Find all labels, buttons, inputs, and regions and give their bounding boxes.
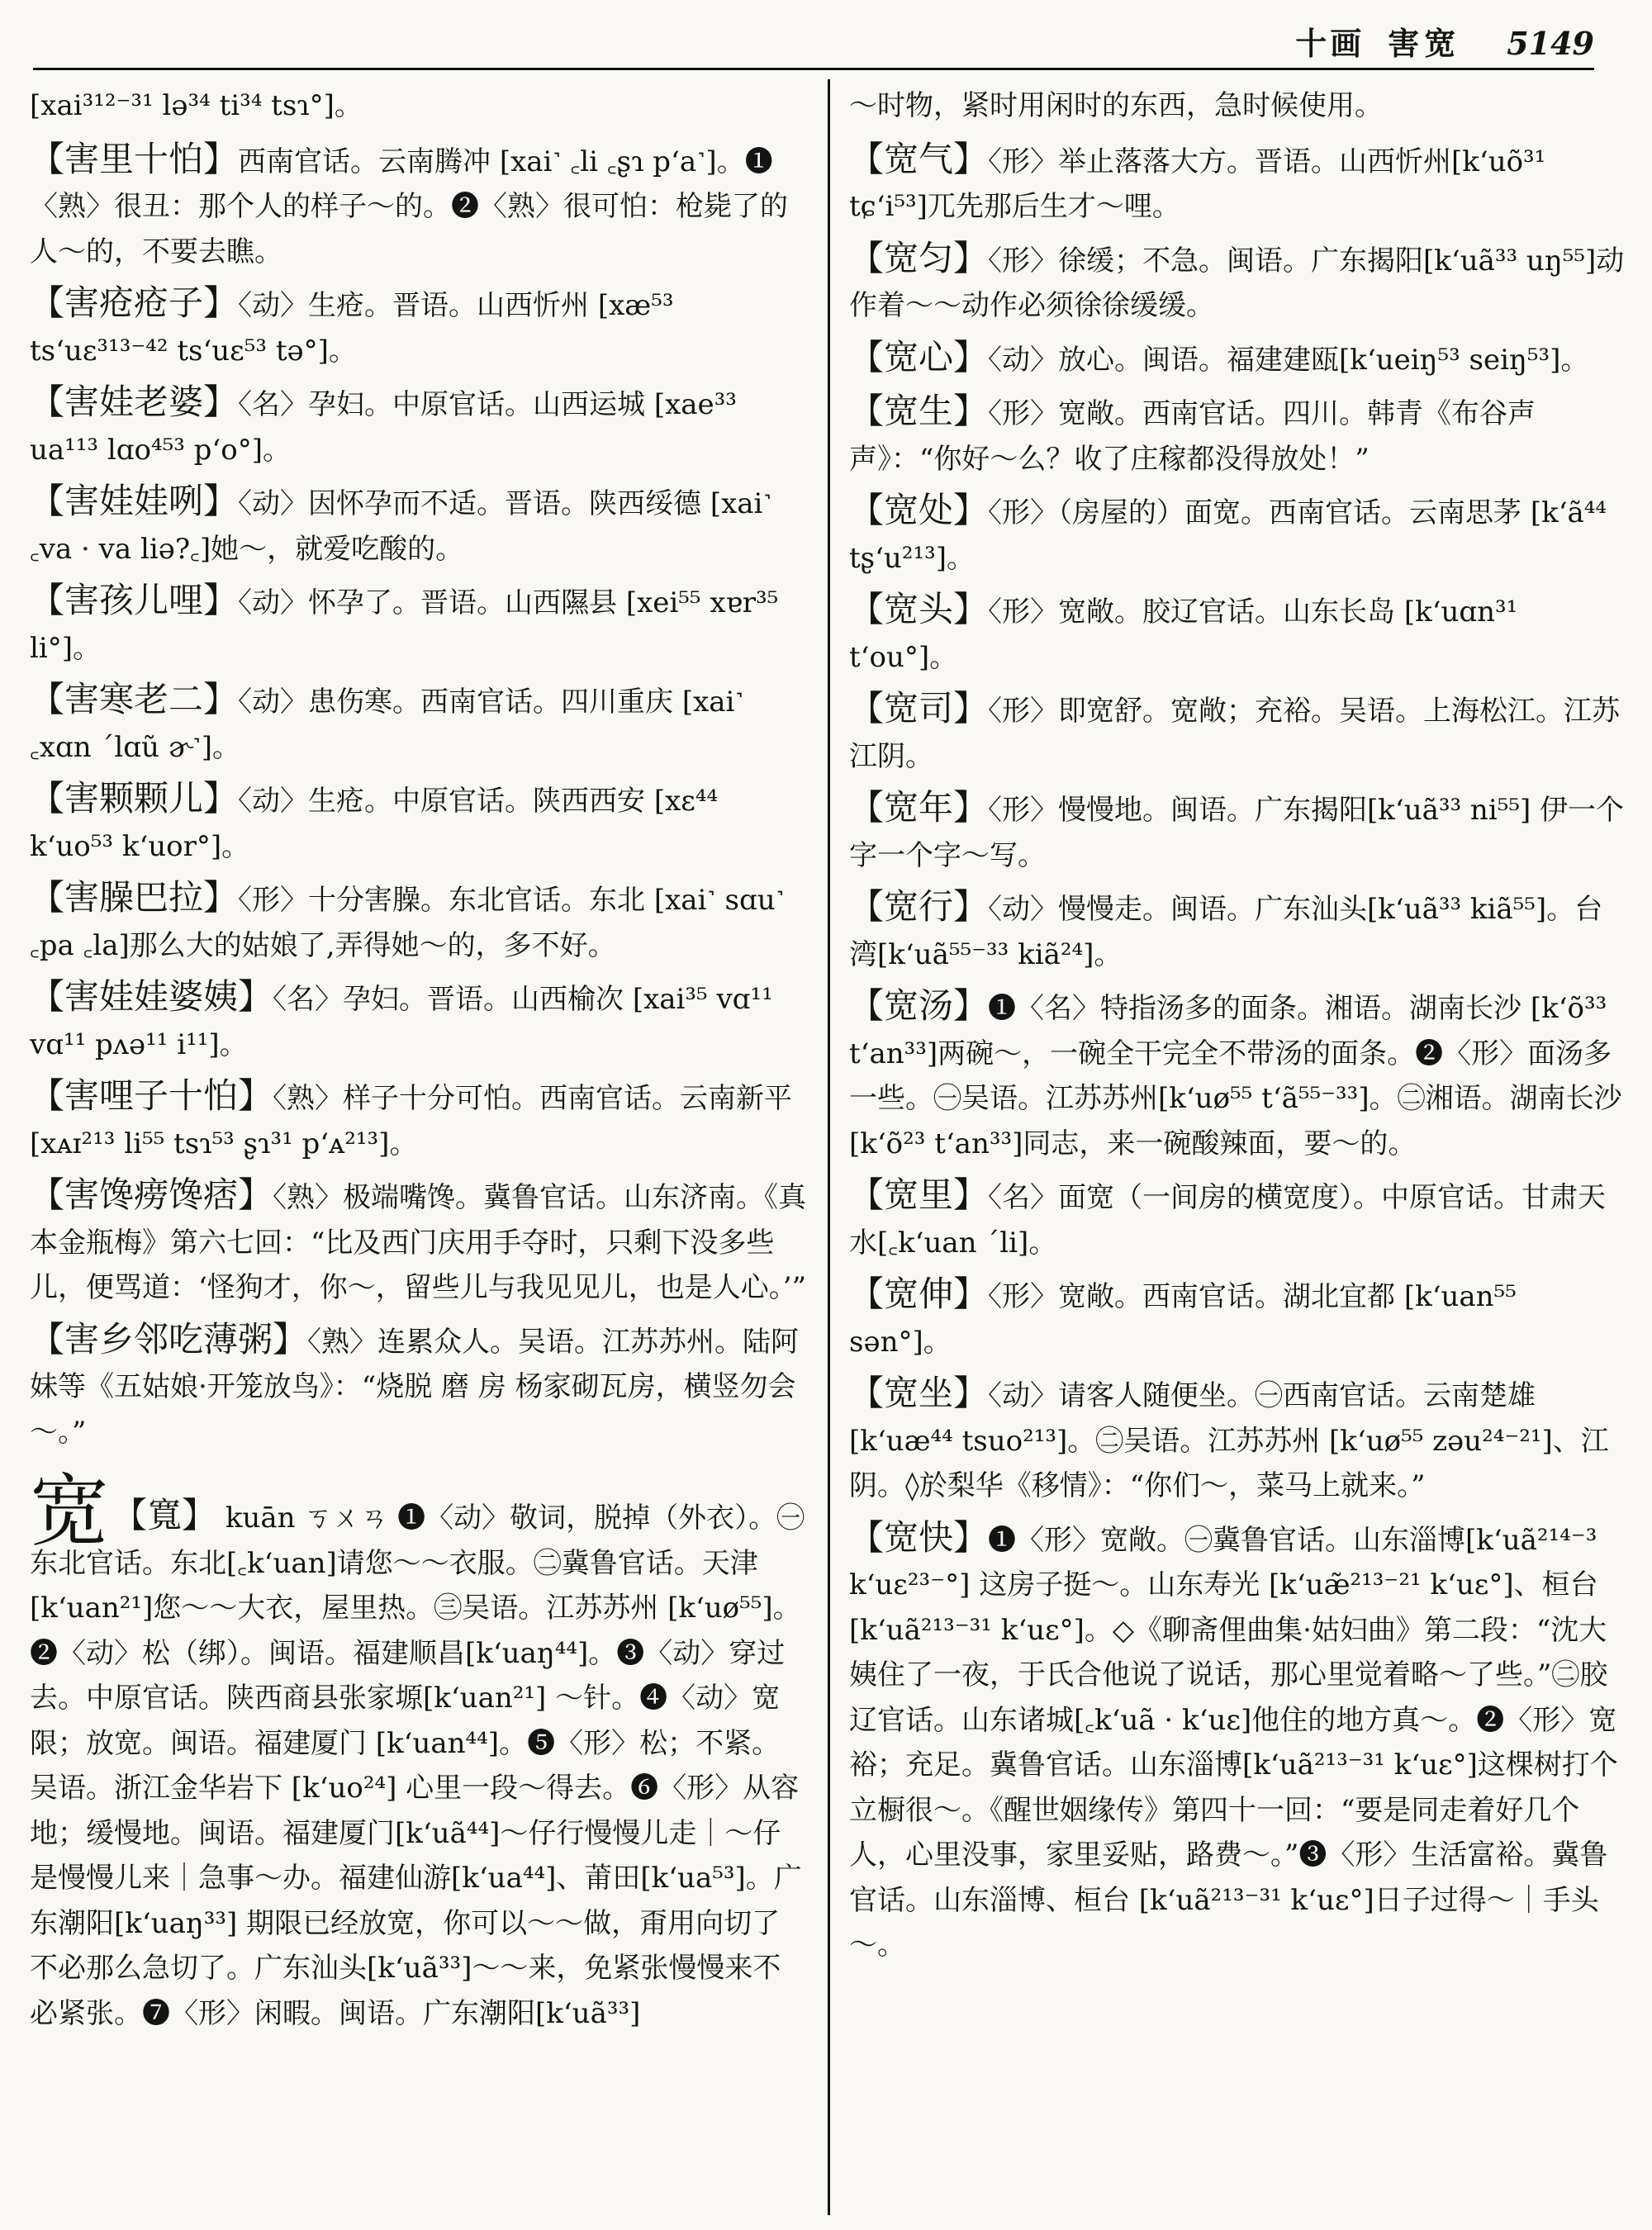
entry <box>849 1173 1626 1265</box>
entry <box>30 137 806 275</box>
entry <box>30 281 806 373</box>
entry <box>849 81 1626 129</box>
entry-text: ❶〈名〉特指汤多的面条。湘语。湖南长沙 [k‘õ³³ t‘an³³]两碗～，一碗全干完全不带汤的面条。❷〈形〉面汤多一些。㊀吴语。江苏苏州[k‘uø⁵⁵ t‘ã⁵⁵⁻³³]。㊁湘语。湖南长沙[k‘õ²³ t‘an³³]同志，来一碗酸辣面，要～的。 <box>849 992 1622 1160</box>
page-number: 5149 <box>1507 25 1594 62</box>
entry-text: [xai³¹²⁻³¹ lə³⁴ ti³⁴ tsɿ°]。 <box>30 89 363 122</box>
entry-text: 〈形〉即宽舒。宽敞；充裕。吴语。上海松江。江苏江阴。 <box>849 695 1621 773</box>
entry <box>849 885 1626 977</box>
entry <box>30 1173 806 1311</box>
entry-text: ❶〈形〉宽敞。㊀冀鲁官话。山东淄博[k‘uã²¹⁴⁻³ k‘uɛ²³⁻°] 这房子挺～。山东寿光 [k‘uæ̃²¹³⁻²¹ k‘uɛ°]、桓台[k‘uã²¹³⁻³¹ k‘uɛ°]。◇《聊斋俚曲集·姑妇曲》第二段：“沈大姨住了一夜，于氏合他说了说话，那心里觉着略～了些。”㊁胶辽官话。山东诸城[꜀k‘uã · k‘uɛ]他住的地方真～。❷〈形〉宽裕；充足。冀鲁官话。山东淄博[k‘uã²¹³⁻³¹ k‘uɛ°]这棵树打个立橱很～。《醒世姻缘传》第四十一回：“要是同走着好几个人，心里没事，家里妥贴，路费～。”❸〈形〉生活富裕。冀鲁官话。山东淄博、桓台 [k‘uã²¹³⁻³¹ k‘uɛ°]日子过得～｜手头～。 <box>849 1523 1618 1962</box>
entry-headword: 【宽生】 <box>849 391 989 431</box>
entry <box>30 1317 806 1455</box>
entry-headword: 【宽行】 <box>849 886 989 927</box>
section-label: 十画 <box>1295 25 1365 62</box>
entry-text: 〈动〉生疮。晋语。山西忻州 [xæ⁵³ ts‘uɛ³¹³⁻⁴² ts‘uɛ⁵³ tə°]。 <box>30 289 674 368</box>
left-column <box>30 81 806 2043</box>
entry <box>849 137 1626 230</box>
entry <box>30 380 806 472</box>
main-character-entry <box>30 1465 806 2036</box>
entry-text: 〈名〉面宽（一间房的横宽度）。中原官话。甘肃天水[꜀k‘uan ˊli]。 <box>849 1181 1607 1260</box>
entry-text: 〈动〉怀孕了。晋语。山西隰县 [xei⁵⁵ xɐr³⁵ li°]。 <box>30 586 779 665</box>
entry-text: 〈动〉放心。闽语。福建建瓯[k‘ueiŋ⁵³ seiŋ⁵³]。 <box>988 343 1589 377</box>
entry-headword: 【宽心】 <box>849 336 989 377</box>
entry-text: 〈熟〉样子十分可怕。西南官话。云南新平[xᴀɪ²¹³ li⁵⁵ tsɿ⁵³ ʂɿ³¹ p‘ᴀ²¹³]。 <box>30 1082 793 1160</box>
entry-text: 〈形〉宽敞。西南官话。湖北宜都 [k‘uan⁵⁵ sən°]。 <box>849 1280 1517 1359</box>
entry-headword: 【害乡邻吃薄粥】 <box>30 1318 308 1359</box>
header-rule <box>33 68 1594 70</box>
entry-text: 〈动〉生疮。中原官话。陕西西安 [xɛ⁴⁴ k‘uo⁵³ k‘uor°]。 <box>30 785 719 863</box>
page-header <box>1295 18 1594 64</box>
entry-headword: 【害娃娃婆姨】 <box>30 976 273 1017</box>
main-definition-text: ❶〈动〉敬词，脱掉（外衣）。㊀东北官话。东北[꜀k‘uan]请您～～衣服。㊁冀鲁官话。天津[k‘uan²¹]您～～大衣，屋里热。㊂吴语。江苏苏州 [k‘uø⁵⁵]。❷〈动〉松（绑）。闽语。福建顺昌[k‘uaŋ⁴⁴]。❸〈动〉穿过去。中原官话。陕西商县张家塬[k‘uan²¹] ～针。❹〈动〉宽限；放宽。闽语。福建厦门 [k‘uan⁴⁴]。❺〈形〉松；不紧。吴语。浙江金华岩下 [k‘uo²⁴] 心里一段～得去。❻〈形〉从容地；缓慢地。闽语。福建厦门[k‘uã⁴⁴]～仔行慢慢儿走｜～仔是慢慢儿来｜急事～办。福建仙游[k‘ua⁴⁴]、莆田[k‘ua⁵³]。广东潮阳[k‘uaŋ³³] 期限已经放宽，你可以～～做，甭用向切了不必那么急切了。广东汕头[k‘uã³³]～～来，免紧张慢慢来不必紧张。❼〈形〉闲暇。闽语。广东潮阳[k‘uã³³] <box>30 1502 805 2030</box>
entry-text: 〈动〉因怀孕而不适。晋语。陕西绥德 [xai˺ ꜀va · va liə?꜀]她～，就爱吃酸的。 <box>30 487 772 566</box>
entry-headword: 【宽气】 <box>849 138 989 179</box>
entry-headword: 【宽司】 <box>849 688 989 728</box>
entry-headword: 【害哩子十怕】 <box>30 1075 273 1116</box>
entry <box>30 479 806 572</box>
entry-text: 西南官话。云南腾冲 [xai˺ ꜀li ꜀ʂɿ p‘a˺]。❶〈熟〉很丑：那个人的样子～的。❷〈熟〉很可怕：枪毙了的人～的，不要去瞧。 <box>30 145 788 268</box>
entry-headword: 【害馋痨馋痞】 <box>30 1174 273 1215</box>
entry-text: 〈形〉慢慢地。闽语。广东揭阳[k‘uã³³ ni⁵⁵] 伊一个字一个字～写。 <box>849 794 1625 872</box>
main-character: 宽 <box>30 1465 109 1558</box>
entry <box>849 335 1626 383</box>
entry-text: 〈形〉举止落落大方。晋语。山西忻州[k‘uõ³¹ tɕ‘i⁵³]兀先那后生才～哩。 <box>849 145 1546 223</box>
entry-headword: 【害寒老二】 <box>30 679 239 719</box>
entry <box>30 776 806 869</box>
entry <box>849 587 1626 680</box>
entry-text: 〈熟〉连累众人。吴语。江苏苏州。陆阿妹等《五姑娘·开笼放鸟》：“烧脱 磨 房 杨家砌瓦房，横竖勿会～。” <box>30 1325 800 1449</box>
entry-headword: 【害疮疮子】 <box>30 282 239 323</box>
entry-headword: 【宽处】 <box>849 490 989 530</box>
entry <box>30 81 806 129</box>
entry-text: 〈名〉孕妇。晋语。山西榆次 [xai³⁵ vɑ¹¹ vɑ¹¹ pʌə¹¹ i¹¹]。 <box>30 983 773 1061</box>
entry-headword: 【害孩儿哩】 <box>30 580 239 620</box>
entry <box>30 1074 806 1166</box>
entry-headword: 【宽坐】 <box>849 1373 989 1413</box>
column-divider <box>828 79 830 2215</box>
entry <box>849 686 1626 779</box>
entry <box>30 677 806 770</box>
entry <box>849 1516 1626 1968</box>
entry <box>849 488 1626 581</box>
entry <box>849 1272 1626 1364</box>
entry-text: 〈名〉孕妇。中原官话。山西运城 [xae³³ ua¹¹³ lɑo⁴⁵³ p‘o°]。 <box>30 388 737 467</box>
entry <box>849 984 1626 1166</box>
entry-headword: 【害里十怕】 <box>30 138 239 179</box>
entry-headword: 【害臊巴拉】 <box>30 877 239 918</box>
header-characters: 害宽 <box>1388 25 1461 62</box>
traditional-form: 【寬】 <box>112 1495 217 1535</box>
entry-headword: 【害娃老婆】 <box>30 382 239 422</box>
entry-headword: 【害娃娃咧】 <box>30 481 239 521</box>
pinyin-zhuyin: kuān ㄎㄨㄢ <box>225 1502 389 1535</box>
entry-text: 〈形〉宽敞。胶辽官话。山东长岛 [k‘uɑn³¹ t‘ou°]。 <box>849 595 1518 674</box>
entry-text: 〈熟〉极端嘴馋。冀鲁官话。山东济南。《真本金瓶梅》第六七回：“比及西门庆用手夺时，只剩下没多些儿，便骂道：‘怪狗才，你～，留些儿与我见见儿，也是人心。’” <box>30 1181 807 1304</box>
entry-headword: 【宽匀】 <box>849 237 989 278</box>
entry-text: 〈动〉请客人随便坐。㊀西南官话。云南楚雄 [k‘uæ⁴⁴ tsuo²¹³]。㊁吴语。江苏苏州 [k‘uø⁵⁵ zəu²⁴⁻²¹]、江阴。◊於梨华《移情》：“你们～，菜马上就来。” <box>849 1379 1609 1502</box>
entry-text: 〈动〉患伤寒。西南官话。四川重庆 [xai˺ ꜀xɑn ˊlɑũ ɚ˺]。 <box>30 686 744 764</box>
entry-text: 〈形〉十分害臊。东北官话。东北 [xai˺ sɑu˺ ꜀pa ꜀la]那么大的姑娘了,弄得她～的，多不好。 <box>30 884 785 962</box>
entry <box>30 578 806 671</box>
entry <box>849 236 1626 329</box>
right-column <box>849 81 1626 1975</box>
entry-text: ～时物，紧时用闲时的东西，急时候使用。 <box>849 89 1383 122</box>
entry-headword: 【宽快】 <box>849 1516 989 1558</box>
entry-text: 〈形〉（房屋的）面宽。西南官话。云南思茅 [k‘ã⁴⁴ tʂ‘u²¹³]。 <box>849 496 1607 575</box>
entry-text: 〈动〉慢慢走。闽语。广东汕头[k‘uã³³ kiã⁵⁵]。台湾[k‘uã⁵⁵⁻³³ kiã²⁴]。 <box>849 893 1603 971</box>
entry <box>849 785 1626 878</box>
entry <box>30 875 806 968</box>
entry-text: 〈形〉徐缓；不急。闽语。广东揭阳[k‘uã³³ uŋ⁵⁵]动作着～～动作必须徐徐缓缓。 <box>849 244 1625 322</box>
entry-headword: 【宽头】 <box>849 589 989 629</box>
entry-text: 〈形〉宽敞。西南官话。四川。韩青《布谷声声》：“你好～么？收了庄稼都没得放处！” <box>849 397 1536 476</box>
entry-headword: 【宽伸】 <box>849 1274 989 1314</box>
entry <box>849 1371 1626 1509</box>
entry-headword: 【宽里】 <box>849 1174 989 1215</box>
entry-headword: 【宽年】 <box>849 787 989 828</box>
entry-headword: 【害颗颗儿】 <box>30 778 239 818</box>
entry <box>30 975 806 1067</box>
entry <box>849 389 1626 482</box>
entry-headword: 【宽汤】 <box>849 985 989 1026</box>
